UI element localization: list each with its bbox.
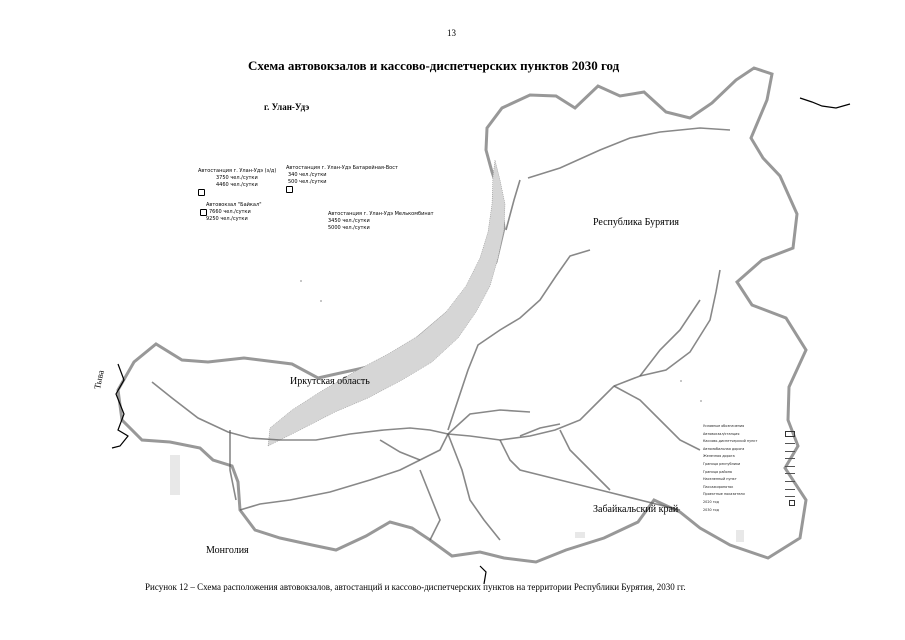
map-title: Схема автовокзалов и кассово-диспетчерских пунктов 2030 год <box>248 58 620 73</box>
station-flow-2030: 5000 чел./сутки <box>328 225 370 231</box>
station-name: Автостанция г. Улан-Удэ (з/д) <box>198 168 277 174</box>
station-flow-2030: 9250 чел./сутки <box>206 216 248 222</box>
station-flow-2020: 3450 чел./сутки <box>328 218 370 224</box>
legend-item: 2020 год <box>703 499 795 507</box>
station-name: Автостанция г. Улан-Удэ Мелькомбинат <box>328 211 434 217</box>
bus-station-icon <box>286 186 293 193</box>
station-flow-2030: 4460 чел./сутки <box>216 182 258 188</box>
legend-item: Пассажиропоток <box>703 484 795 492</box>
station-name: Автовокзал "Байкал" <box>206 202 262 208</box>
page-number: 13 <box>447 28 456 38</box>
legend-title: Условные обозначения <box>703 424 745 428</box>
legend-item: Граница республики <box>703 461 795 469</box>
station-flow-2020: 7660 чел./сутки <box>209 209 251 215</box>
station-name: Автостанция г. Улан-Удэ Батарейная-Вост <box>286 165 398 171</box>
legend-item: Автомобильная дорога <box>703 446 795 454</box>
region-label-mongolia: Монголия <box>206 545 249 556</box>
bus-station-icon <box>785 431 795 437</box>
map-legend <box>703 423 795 514</box>
legend-item: Железная дорога <box>703 453 795 461</box>
lake-baikal <box>268 160 505 446</box>
station-ulan-ude-battery <box>286 165 398 193</box>
station-ulan-ude-west <box>198 168 276 196</box>
region-label-tyva: Тыва <box>92 369 106 391</box>
station-ulan-ude-melkombinat <box>328 211 434 232</box>
station-baikal-terminal <box>200 202 262 223</box>
city-title: г. Улан-Удэ <box>264 102 310 112</box>
bus-station-icon <box>198 189 205 196</box>
station-flow-2020: 340 чел./сутки <box>288 172 327 178</box>
bus-station-icon <box>789 500 795 506</box>
legend-item: Автовокзал/станция <box>703 431 795 439</box>
region-label-buryatia: Республика Бурятия <box>593 217 680 228</box>
bus-station-icon <box>200 209 207 216</box>
legend-item: Кассово-диспетчерский пункт <box>703 438 795 446</box>
region-label-irkutsk: Иркутская область <box>290 376 370 387</box>
figure-caption: Рисунок 12 – Схема расположения автовокзалов, автостанций и кассово-диспетчерских пунктов на территории Республики Бурятия, 2030 гг. <box>145 582 686 592</box>
legend-item: 2030 год <box>703 507 719 512</box>
border-fragment-ne <box>800 98 850 108</box>
legend-item: Проектные показатели <box>703 491 795 499</box>
legend-item: Граница района <box>703 469 795 477</box>
station-flow-2030: 500 чел./сутки <box>288 179 327 185</box>
station-flow-2020: 3750 чел./сутки <box>216 175 258 181</box>
legend-item: Населенный пункт <box>703 476 795 484</box>
region-label-zabaikalsky: Забайкальский край <box>593 504 679 515</box>
